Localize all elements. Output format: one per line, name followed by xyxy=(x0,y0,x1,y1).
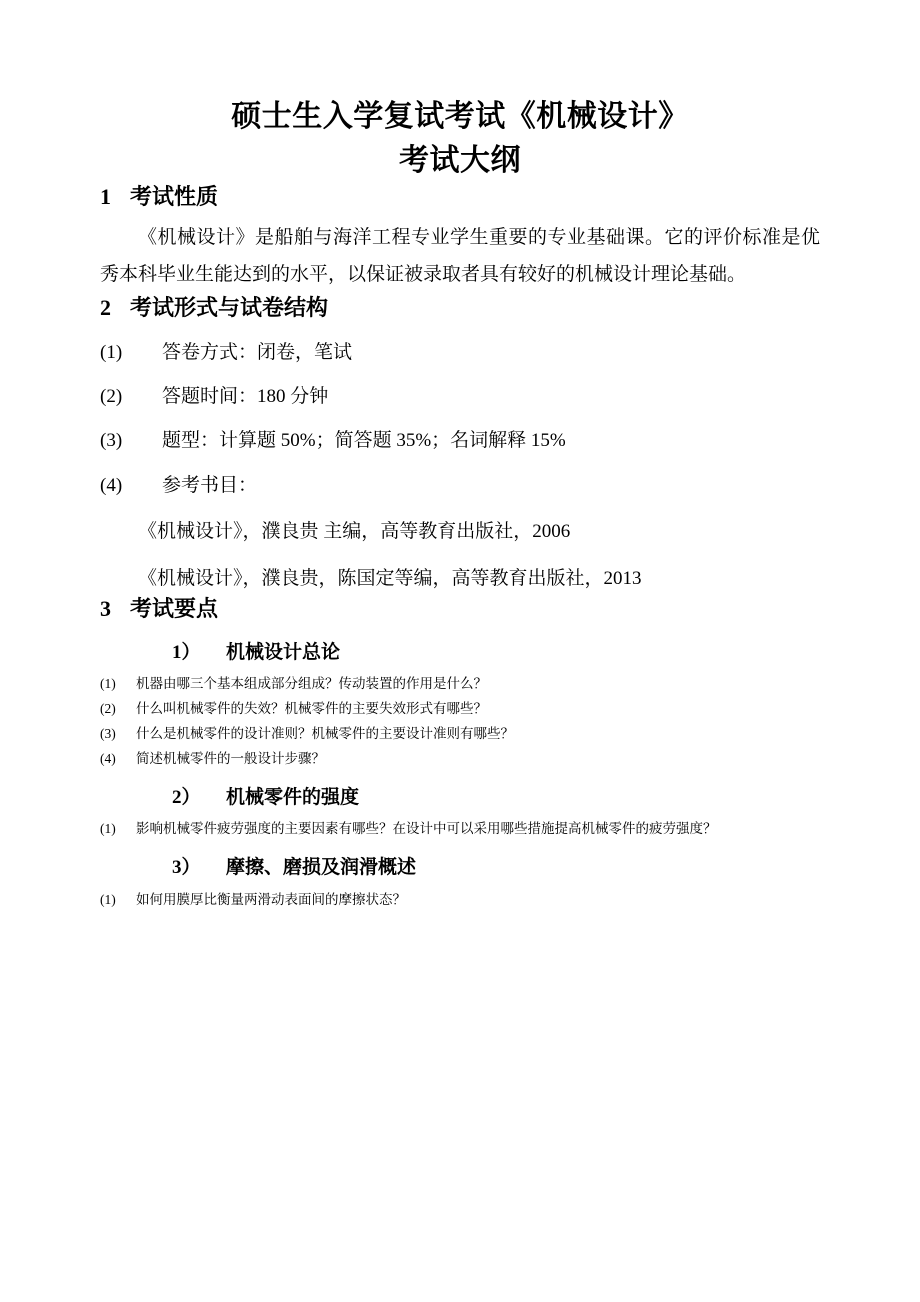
section-title-3: 考试要点 xyxy=(130,596,219,622)
section-title-2: 考试形式与试卷结构 xyxy=(130,294,329,320)
section-title-1: 考试性质 xyxy=(130,184,219,209)
document-title xyxy=(100,95,820,182)
subsection-number-2: 2） xyxy=(172,786,201,808)
subsection-heading-3 xyxy=(100,854,820,883)
subsection-heading-1 xyxy=(100,639,820,668)
subsection-1-question-list xyxy=(100,673,820,769)
subsection-title-2: 机械零件的强度 xyxy=(226,786,360,808)
list-item xyxy=(100,748,820,770)
list-item-marker: (2) xyxy=(100,386,123,408)
subsection-number-3: 3） xyxy=(172,857,201,879)
question-text: 什么叫机械零件的失效？机械零件的主要失效形式有哪些？ xyxy=(136,701,487,717)
list-item-marker: (3) xyxy=(100,430,123,452)
list-item xyxy=(100,723,820,745)
section-heading-3 xyxy=(100,594,820,625)
list-item xyxy=(100,382,820,412)
section-heading-1 xyxy=(100,182,820,213)
subsection-title-3: 摩擦、磨损及润滑概述 xyxy=(226,857,417,879)
question-text: 如何用膜厚比衡量两滑动表面间的摩擦状态？ xyxy=(136,891,406,907)
question-text: 影响机械零件疲劳强度的主要因素有哪些？在设计中可以采用哪些措施提高机械零件的疲劳强度？ xyxy=(136,821,717,837)
list-item-text: 答题时间：180 分钟 xyxy=(162,386,329,408)
question-number: (4) xyxy=(100,750,116,766)
list-item-marker: (4) xyxy=(100,474,123,496)
question-number: (3) xyxy=(100,726,116,742)
list-item xyxy=(100,889,820,911)
question-number: (1) xyxy=(100,821,116,837)
list-item xyxy=(100,338,820,368)
subsection-title-1: 机械设计总论 xyxy=(226,641,341,663)
section-number-3: 3 xyxy=(100,596,111,622)
list-item xyxy=(100,698,820,720)
subsection-number-1: 1） xyxy=(172,641,201,663)
document-content xyxy=(100,95,820,910)
subsection-3-question-list xyxy=(100,889,820,911)
reference-book-1: 《机械设计》，濮良贵 主编，高等教育出版社，2006 xyxy=(138,521,571,543)
list-item xyxy=(100,471,820,501)
title-line-2: 考试大纲 xyxy=(399,143,521,177)
question-text: 简述机械零件的一般设计步骤？ xyxy=(136,750,325,766)
question-number: (2) xyxy=(100,701,116,717)
list-item-text: 题型：计算题 50%；简答题 35%；名词解释 15% xyxy=(162,430,566,452)
question-number: (1) xyxy=(100,676,116,692)
list-item xyxy=(100,426,820,456)
section-2-item-list xyxy=(100,338,820,502)
subsection-heading-2 xyxy=(100,784,820,813)
list-item xyxy=(100,673,820,695)
section-1-paragraph: 《机械设计》是船舶与海洋工程专业学生重要的专业基础课。它的评价标准是优秀本科毕业生能达到的水平，以保证被录取者具有较好的机械设计理论基础。 xyxy=(100,226,820,285)
reference-book-2: 《机械设计》，濮良贵，陈国定等编，高等教育出版社，2013 xyxy=(138,567,642,589)
list-item xyxy=(100,818,820,840)
section-number-1: 1 xyxy=(100,184,111,209)
question-text: 机器由哪三个基本组成部分组成？传动装置的作用是什么？ xyxy=(136,676,487,692)
section-heading-2 xyxy=(100,293,820,324)
list-item-text: 答卷方式：闭卷，笔试 xyxy=(162,341,353,363)
section-number-2: 2 xyxy=(100,294,111,320)
subsection-2-question-list xyxy=(100,818,820,840)
question-number: (1) xyxy=(100,891,116,907)
list-item-text: 参考书目： xyxy=(162,474,258,496)
list-item-marker: (1) xyxy=(100,341,123,363)
question-text: 什么是机械零件的设计准则？机械零件的主要设计准则有哪些？ xyxy=(136,726,514,742)
title-line-1: 硕士生入学复试考试《机械设计》 xyxy=(231,100,689,133)
